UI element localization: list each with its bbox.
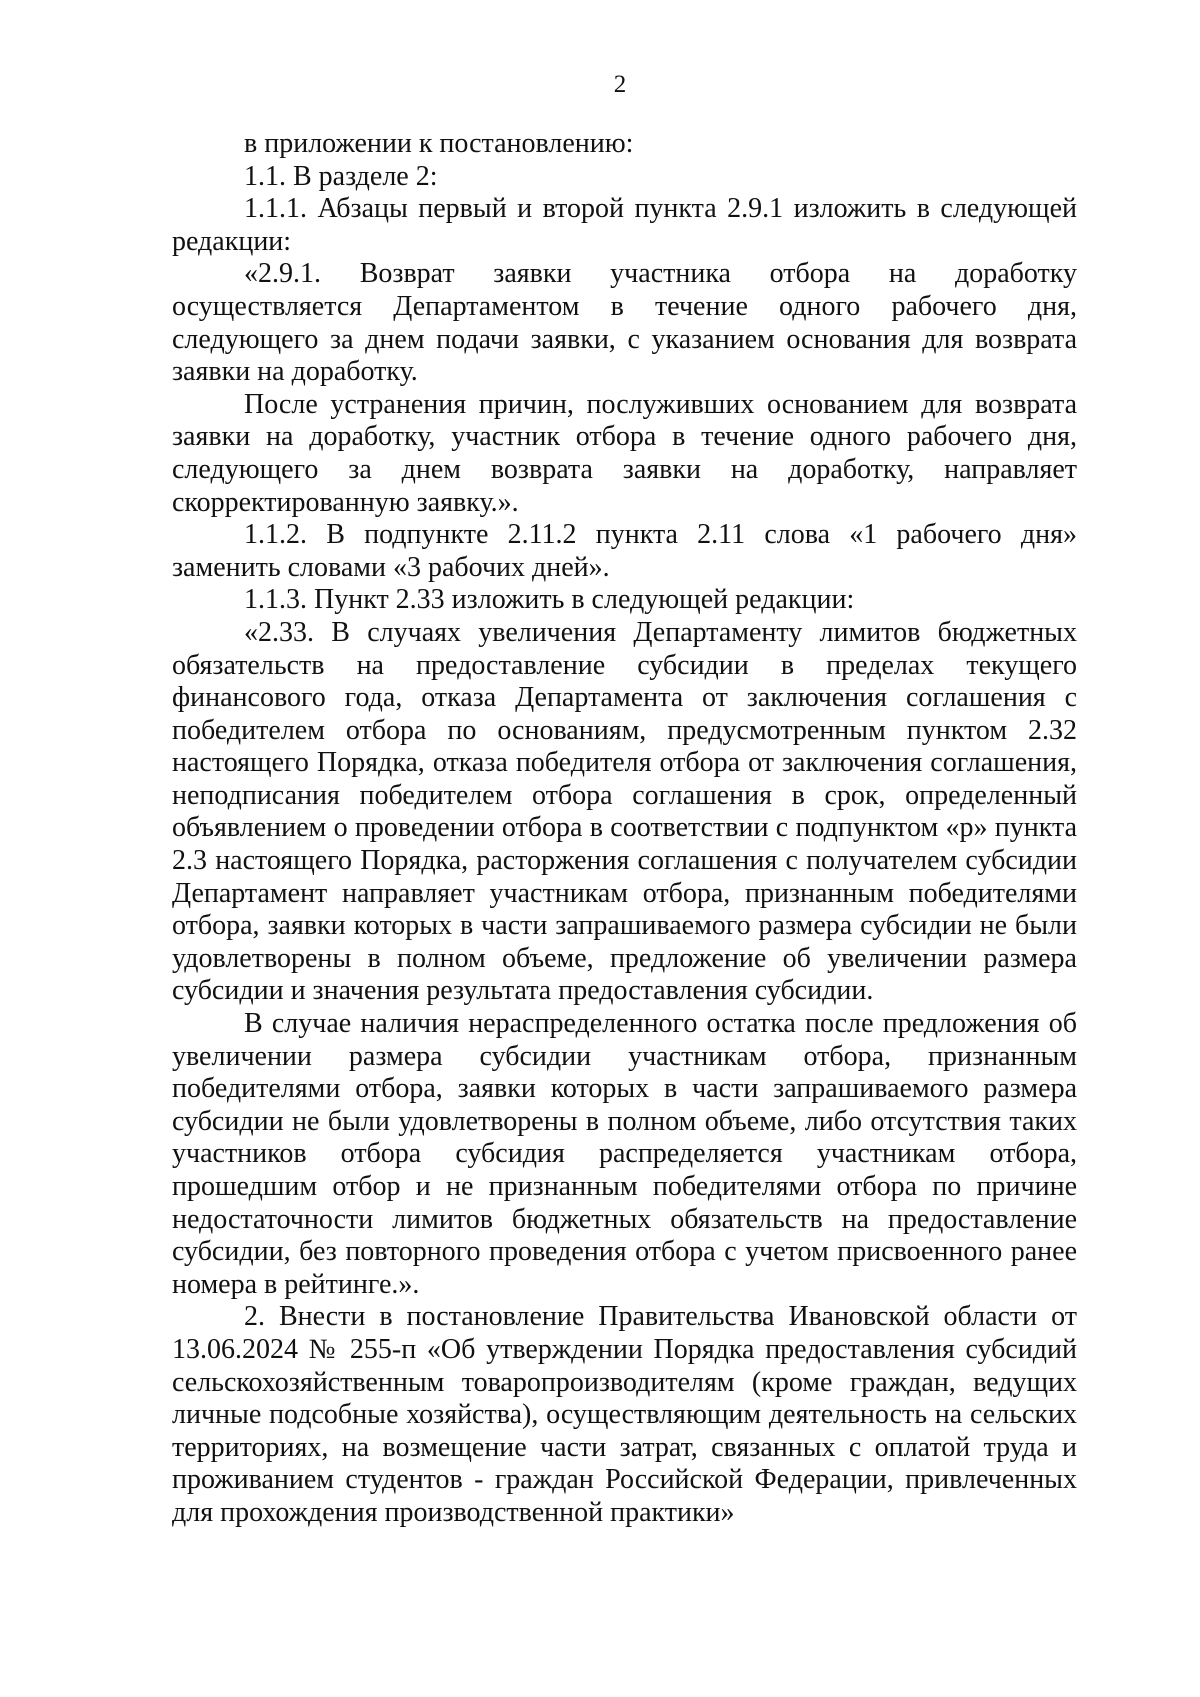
page-number: 2 <box>613 71 627 98</box>
paragraph-2-33-second: В случае наличия нераспределенного остатка после предложения об увеличении размера субсидии участникам отбора, признанным победителями отбора, заявки которых в части запрашиваемого размера субсидии не были удовлетворены в полном объеме, либо отсутствия таких участников отбора субсидия распределяется участникам отбора, прошедшим отбор и не признанным победителями отбора по причине недостаточности лимитов бюджетных обязательств на предоставление субсидии, без повторного проведения отбора с учетом присвоенного ранее номера в рейтинге.». <box>172 1008 1077 1300</box>
paragraph-1-1: 1.1. В разделе 2: <box>244 160 438 192</box>
paragraph-2-9-1-quote: «2.9.1. Возврат заявки участника отбора на доработку осуществляется Департаментом в течение одного рабочего дня, следующего за днем подачи заявки, с указанием основания для возврата заявки на доработку. <box>172 258 1077 388</box>
paragraph-annex-intro: в приложении к постановлению: <box>244 128 634 159</box>
paragraph-1-1-3: 1.1.3. Пункт 2.33 изложить в следующей редакции: <box>244 584 855 616</box>
paragraph-1-1-2: 1.1.2. В подпункте 2.11.2 пункта 2.11 слова «1 рабочего дня» заменить словами «3 рабочих дней». <box>172 519 1077 583</box>
paragraph-2-9-1-second: После устранения причин, послуживших основанием для возврата заявки на доработку, участник отбора в течение одного рабочего дня, следующего за днем возврата заявки на доработку, направляет скорректированную заявку.». <box>172 388 1077 518</box>
paragraph-1-1-1: 1.1.1. Абзацы первый и второй пункта 2.9.1 изложить в следующей редакции: <box>172 193 1077 257</box>
document-body <box>172 128 1077 1530</box>
paragraph-2-33-quote: «2.33. В случаях увеличения Департаменту лимитов бюджетных обязательств на предоставление субсидии в пределах текущего финансового года, отказа Департамента от заключения соглашения с победителем отбора по основаниям, предусмотренным пунктом 2.32 настоящего Порядка, отказа победителя отбора от заключения соглашения, неподписания победителем отбора соглашения в срок, определенный объявлением о проведении отбора в соответствии с подпунктом «р» пункта 2.3 настоящего Порядка, расторжения соглашения с получателем субсидии Департамент направляет участникам отбора, признанным победителями отбора, заявки которых в части запрашиваемого размера субсидии не были удовлетворены в полном объеме, предложение об увеличении размера субсидии и значения результата предоставления субсидии. <box>172 616 1077 1007</box>
paragraph-2: 2. Внести в постановление Правительства Ивановской области от 13.06.2024 № 255-п «Об утверждении Порядка предоставления субсидий сельскохозяйственным товаропроизводителям (кроме граждан, ведущих личные подсобные хозяйства), осуществляющим деятельность на сельских территориях, на возмещение части затрат, связанных с оплатой труда и проживанием студентов - граждан Российской Федерации, привлеченных для прохождения производственной практики» <box>172 1301 1077 1528</box>
